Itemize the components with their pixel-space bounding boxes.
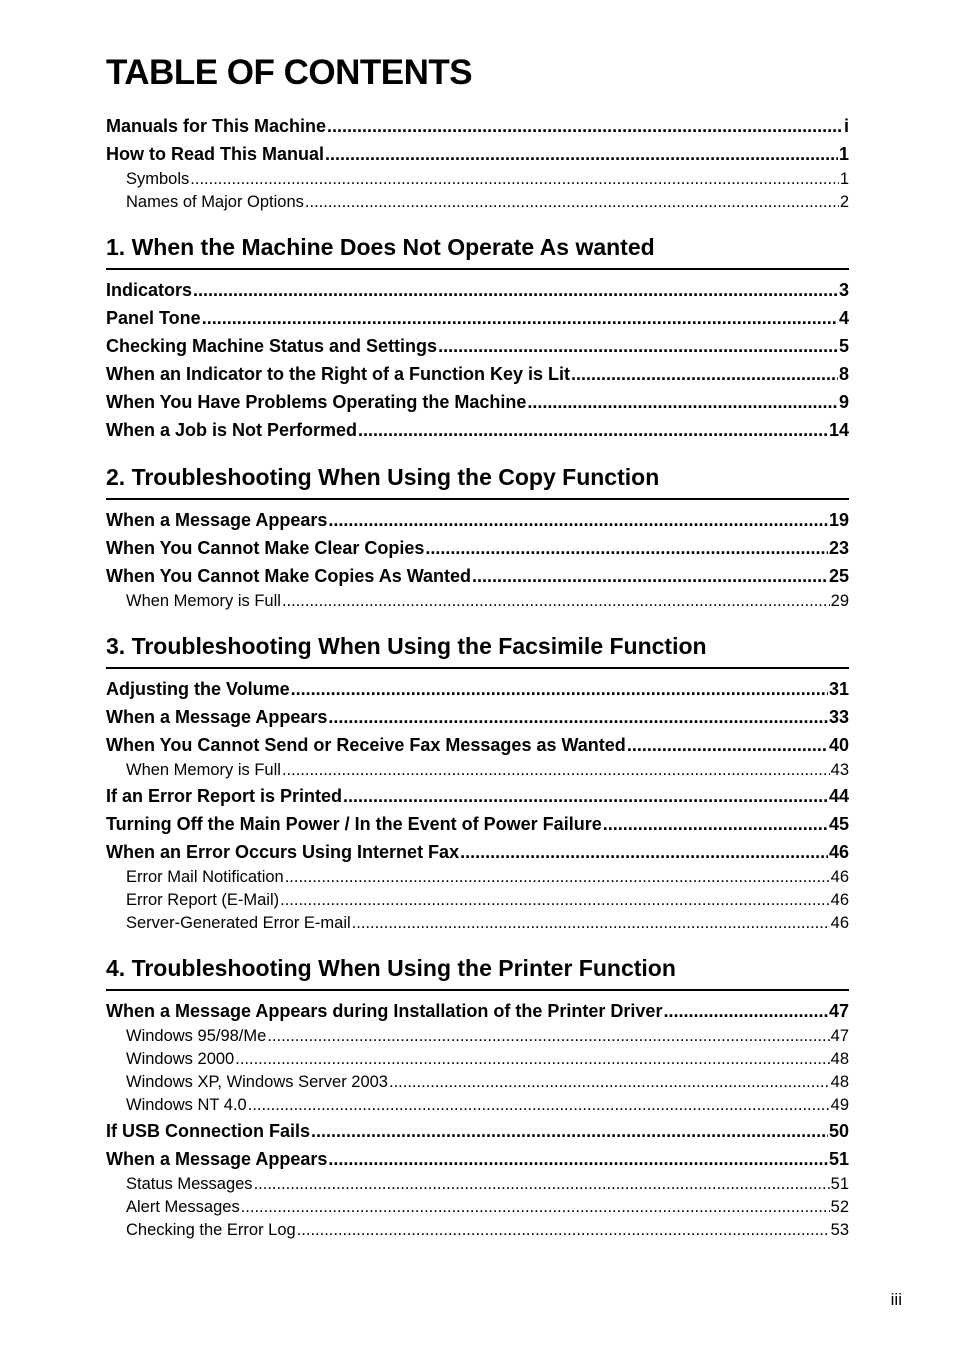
section-heading[interactable]: 1. When the Machine Does Not Operate As wanted xyxy=(106,232,849,270)
toc-entry[interactable] xyxy=(106,304,849,332)
toc-entry-page: 51 xyxy=(830,1175,849,1193)
dot-leader xyxy=(328,703,828,731)
dot-leader xyxy=(325,140,838,168)
toc-entry-page: 14 xyxy=(828,420,849,440)
toc-entry-label: When You Cannot Send or Receive Fax Messages as Wanted xyxy=(106,735,626,755)
toc-entry[interactable] xyxy=(106,731,849,759)
toc-entry-label: Indicators xyxy=(106,280,193,300)
dot-leader xyxy=(343,782,828,810)
toc-entry-page: 46 xyxy=(830,868,849,886)
toc-entry[interactable] xyxy=(106,388,849,416)
toc-subentry[interactable] xyxy=(106,1196,849,1219)
dot-leader xyxy=(190,168,839,191)
toc-entry-page: 8 xyxy=(838,364,849,384)
toc-entry-page: 29 xyxy=(830,592,849,610)
toc-entry-page: 4 xyxy=(838,308,849,328)
dot-leader xyxy=(282,759,830,782)
toc-entry[interactable] xyxy=(106,506,849,534)
toc-section xyxy=(106,953,849,1242)
toc-entry-label: When a Message Appears xyxy=(106,1149,328,1169)
toc-entry[interactable] xyxy=(106,112,849,140)
section-heading[interactable]: 2. Troubleshooting When Using the Copy Function xyxy=(106,462,849,500)
toc-entry-label: How to Read This Manual xyxy=(106,144,325,164)
toc-entry-page: 25 xyxy=(828,566,849,586)
toc-entry-label: When a Message Appears during Installation of the Printer Driver xyxy=(106,1001,663,1021)
sections-container xyxy=(106,232,849,1242)
dot-leader xyxy=(328,1145,828,1173)
toc-entry[interactable] xyxy=(106,360,849,388)
toc-entry-label: Windows NT 4.0 xyxy=(126,1096,247,1114)
toc-entry-label: When an Indicator to the Right of a Function Key is Lit xyxy=(106,364,570,384)
toc-subentry[interactable] xyxy=(106,1219,849,1242)
dot-leader xyxy=(425,534,828,562)
toc-entry-page: i xyxy=(843,116,849,136)
toc-entry-label: Windows XP, Windows Server 2003 xyxy=(126,1073,388,1091)
dot-leader xyxy=(254,1173,830,1196)
toc-entry-page: 52 xyxy=(830,1198,849,1216)
toc-entry-label: If an Error Report is Printed xyxy=(106,786,343,806)
toc-subentry[interactable] xyxy=(106,889,849,912)
toc-entry-label: When a Job is Not Performed xyxy=(106,420,358,440)
dot-leader xyxy=(291,675,828,703)
toc-subentry[interactable] xyxy=(106,1094,849,1117)
toc-subentry[interactable] xyxy=(106,1048,849,1071)
toc-entry-label: Error Mail Notification xyxy=(126,868,284,886)
toc-entry-page: 47 xyxy=(828,1001,849,1021)
toc-entry-page: 2 xyxy=(839,193,849,211)
toc-entry-page: 44 xyxy=(828,786,849,806)
dot-leader xyxy=(280,889,830,912)
dot-leader xyxy=(663,997,828,1025)
toc-entry[interactable] xyxy=(106,534,849,562)
section-heading[interactable]: 3. Troubleshooting When Using the Facsimile Function xyxy=(106,631,849,669)
dot-leader xyxy=(327,112,843,140)
toc-section xyxy=(106,232,849,444)
dot-leader xyxy=(202,304,838,332)
toc-entry-label: When You Cannot Make Copies As Wanted xyxy=(106,566,472,586)
toc-subentry[interactable] xyxy=(106,191,849,214)
toc-entry-label: Error Report (E-Mail) xyxy=(126,891,280,909)
toc-entry-page: 46 xyxy=(830,891,849,909)
dot-leader xyxy=(193,276,838,304)
toc-entry-label: When a Message Appears xyxy=(106,707,328,727)
toc-entry-page: 45 xyxy=(828,814,849,834)
toc-entry[interactable] xyxy=(106,140,849,168)
toc-entry-page: 48 xyxy=(830,1073,849,1091)
toc-entry[interactable] xyxy=(106,562,849,590)
toc-entry-label: If USB Connection Fails xyxy=(106,1121,311,1141)
dot-leader xyxy=(297,1219,830,1242)
toc-entry-page: 51 xyxy=(828,1149,849,1169)
dot-leader xyxy=(603,810,828,838)
toc-subentry[interactable] xyxy=(106,759,849,782)
toc-entry-page: 9 xyxy=(838,392,849,412)
page-number: iii xyxy=(890,1290,902,1309)
dot-leader xyxy=(305,191,839,214)
toc-section xyxy=(106,631,849,935)
toc-entry-page: 1 xyxy=(838,144,849,164)
toc-title: TABLE OF CONTENTS xyxy=(106,53,473,92)
toc-entry-page: 3 xyxy=(838,280,849,300)
toc-entry-page: 19 xyxy=(828,510,849,530)
toc-entry-label: Server-Generated Error E-mail xyxy=(126,914,351,932)
section-heading[interactable]: 4. Troubleshooting When Using the Printer Function xyxy=(106,953,849,991)
toc-entry-page: 47 xyxy=(830,1027,849,1045)
toc-entry[interactable] xyxy=(106,1117,849,1145)
toc-entry-page: 5 xyxy=(838,336,849,356)
toc-entry-label: When You Cannot Make Clear Copies xyxy=(106,538,425,558)
dot-leader xyxy=(438,332,838,360)
dot-leader xyxy=(527,388,838,416)
dot-leader xyxy=(328,506,828,534)
toc-entry[interactable] xyxy=(106,810,849,838)
toc-subentry[interactable] xyxy=(106,1025,849,1048)
toc-subentry[interactable] xyxy=(106,1071,849,1094)
toc-entry-label: When a Message Appears xyxy=(106,510,328,530)
toc-entry[interactable] xyxy=(106,838,849,866)
toc-entry-label: Alert Messages xyxy=(126,1198,240,1216)
dot-leader xyxy=(460,838,828,866)
toc-entry-label: Windows 2000 xyxy=(126,1050,235,1068)
toc-entry[interactable] xyxy=(106,675,849,703)
toc-entry-page: 23 xyxy=(828,538,849,558)
toc-entry[interactable] xyxy=(106,997,849,1025)
toc-entry-label: Names of Major Options xyxy=(126,193,304,211)
dot-leader xyxy=(358,416,828,444)
toc-entry-page: 43 xyxy=(830,761,849,779)
toc-entry[interactable] xyxy=(106,276,849,304)
toc-entry[interactable] xyxy=(106,416,849,444)
toc-subentry[interactable] xyxy=(106,1173,849,1196)
toc-subentry[interactable] xyxy=(106,590,849,613)
toc-entry-label: When an Error Occurs Using Internet Fax xyxy=(106,842,460,862)
toc-subentry[interactable] xyxy=(106,912,849,935)
toc-entry-page: 50 xyxy=(828,1121,849,1141)
toc-entry[interactable] xyxy=(106,703,849,731)
dot-leader xyxy=(472,562,828,590)
toc-entry-label: When You Have Problems Operating the Machine xyxy=(106,392,527,412)
toc-entry-page: 49 xyxy=(830,1096,849,1114)
dot-leader xyxy=(282,590,830,613)
dot-leader xyxy=(241,1196,830,1219)
toc-entry-label: Windows 95/98/Me xyxy=(126,1027,267,1045)
toc-entry-label: When Memory is Full xyxy=(126,592,281,610)
dot-leader xyxy=(352,912,830,935)
toc-entry-label: Checking the Error Log xyxy=(126,1221,296,1239)
dot-leader xyxy=(267,1025,829,1048)
dot-leader xyxy=(627,731,828,759)
toc-subentry[interactable] xyxy=(106,866,849,889)
toc-entry-page: 33 xyxy=(828,707,849,727)
toc-section xyxy=(106,462,849,613)
toc-entry-page: 46 xyxy=(830,914,849,932)
toc-entry-label: Symbols xyxy=(126,170,190,188)
toc-page xyxy=(106,52,849,1242)
dot-leader xyxy=(248,1094,830,1117)
toc-entry-page: 48 xyxy=(830,1050,849,1068)
toc-entry-label: Status Messages xyxy=(126,1175,253,1193)
toc-entry-page: 53 xyxy=(830,1221,849,1239)
front-matter-list xyxy=(106,112,849,214)
toc-entry[interactable] xyxy=(106,332,849,360)
dot-leader xyxy=(285,866,830,889)
toc-entry-label: Manuals for This Machine xyxy=(106,116,327,136)
toc-entry-page: 1 xyxy=(839,170,849,188)
toc-entry-page: 31 xyxy=(828,679,849,699)
toc-entry-page: 46 xyxy=(828,842,849,862)
toc-entry[interactable] xyxy=(106,1145,849,1173)
dot-leader xyxy=(389,1071,830,1094)
dot-leader xyxy=(235,1048,829,1071)
toc-subentry[interactable] xyxy=(106,168,849,191)
toc-entry-label: Adjusting the Volume xyxy=(106,679,290,699)
toc-entry[interactable] xyxy=(106,782,849,810)
dot-leader xyxy=(311,1117,828,1145)
toc-entry-label: When Memory is Full xyxy=(126,761,281,779)
toc-entry-page: 40 xyxy=(828,735,849,755)
toc-entry-label: Checking Machine Status and Settings xyxy=(106,336,438,356)
toc-entry-label: Panel Tone xyxy=(106,308,201,328)
dot-leader xyxy=(571,360,838,388)
toc-entry-label: Turning Off the Main Power / In the Event of Power Failure xyxy=(106,814,602,834)
